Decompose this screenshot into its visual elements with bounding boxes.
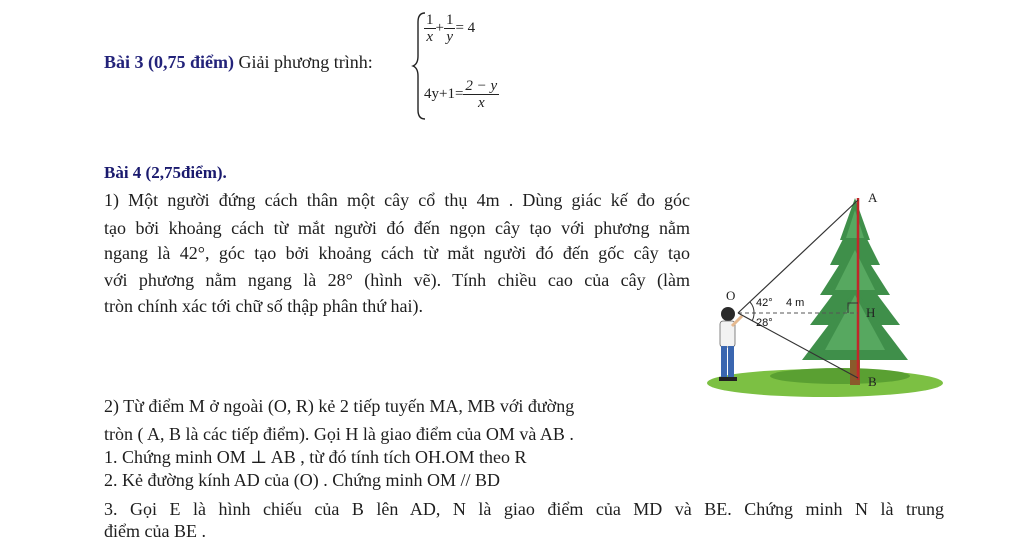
bai3-text: Giải phương trình: (238, 52, 373, 72)
eq1-frac-2: $\frac{1}{y}$ (445, 12, 454, 45)
eq1-frac-1: $\frac{1}{x}$ (426, 12, 434, 45)
label-O: O (726, 288, 736, 303)
bai4-p1-line-3: ngang là 42°, góc tạo bởi khoảng cách từ mắt người đó đến gốc cây tạo (104, 243, 690, 263)
bai4-title: Bài 4 (2,75điểm). (104, 163, 227, 182)
bai4-p2-line-6: điểm của BE . (104, 521, 206, 541)
bai4-p2-line-5: 3. Gọi E là hình chiếu của B lên AD, N là giao điểm của MD và BE. Chứng minh N là trung (104, 499, 944, 519)
label-A: A (868, 190, 878, 205)
tree-height-figure (690, 180, 950, 400)
bai3-heading (104, 52, 373, 72)
bai4-p2-line-3: 1. Chứng minh OM ⊥ AB , từ đó tính tích OH.OM theo R (104, 447, 527, 467)
label-H: H (866, 305, 876, 320)
eq2-frac: $\frac{2 - y}{x}$ (465, 78, 498, 111)
person-icon (719, 307, 742, 381)
bai4-p1-line-1: 1) Một người đứng cách thân một cây cổ thụ 4m . Dùng giác kế đo góc (104, 190, 690, 210)
bai3-title: Bài 3 (0,75 điểm) (104, 52, 234, 72)
angle-28-label: 28° (756, 317, 773, 329)
bai4-p1-line-4: với phương nằm ngang là 28° (hình vẽ). Tính chiều cao của cây (làm (104, 270, 690, 290)
label-B: B (868, 374, 877, 389)
bai4-p2-line-4: 2. Kẻ đường kính AD của (O) . Chứng minh OM // BD (104, 470, 501, 490)
bai4-p1-line-5: tròn chính xác tới chữ số thập phân thứ hai). (104, 296, 423, 316)
equation-1: $\frac{1}{x}$ + $\frac{1}{y}$ = 4 (426, 12, 476, 45)
equation-2: 4y+1= $\frac{2 - y}{x}$ (424, 78, 498, 111)
bai4-p2-line-2: tròn ( A, B là các tiếp điểm). Gọi H là giao điểm của OM và AB . (104, 424, 574, 444)
distance-label: 4 m (786, 297, 805, 309)
angle-42-label: 42° (756, 297, 773, 309)
bai4-p2-line-1: 2) Từ điểm M ở ngoài (O, R) kẻ 2 tiếp tuyến MA, MB với đường (104, 396, 575, 416)
bai4-p1-line-2: tạo bởi khoảng cách từ mắt người đó đến ngọn cây tạo với phương nằm (104, 218, 690, 238)
